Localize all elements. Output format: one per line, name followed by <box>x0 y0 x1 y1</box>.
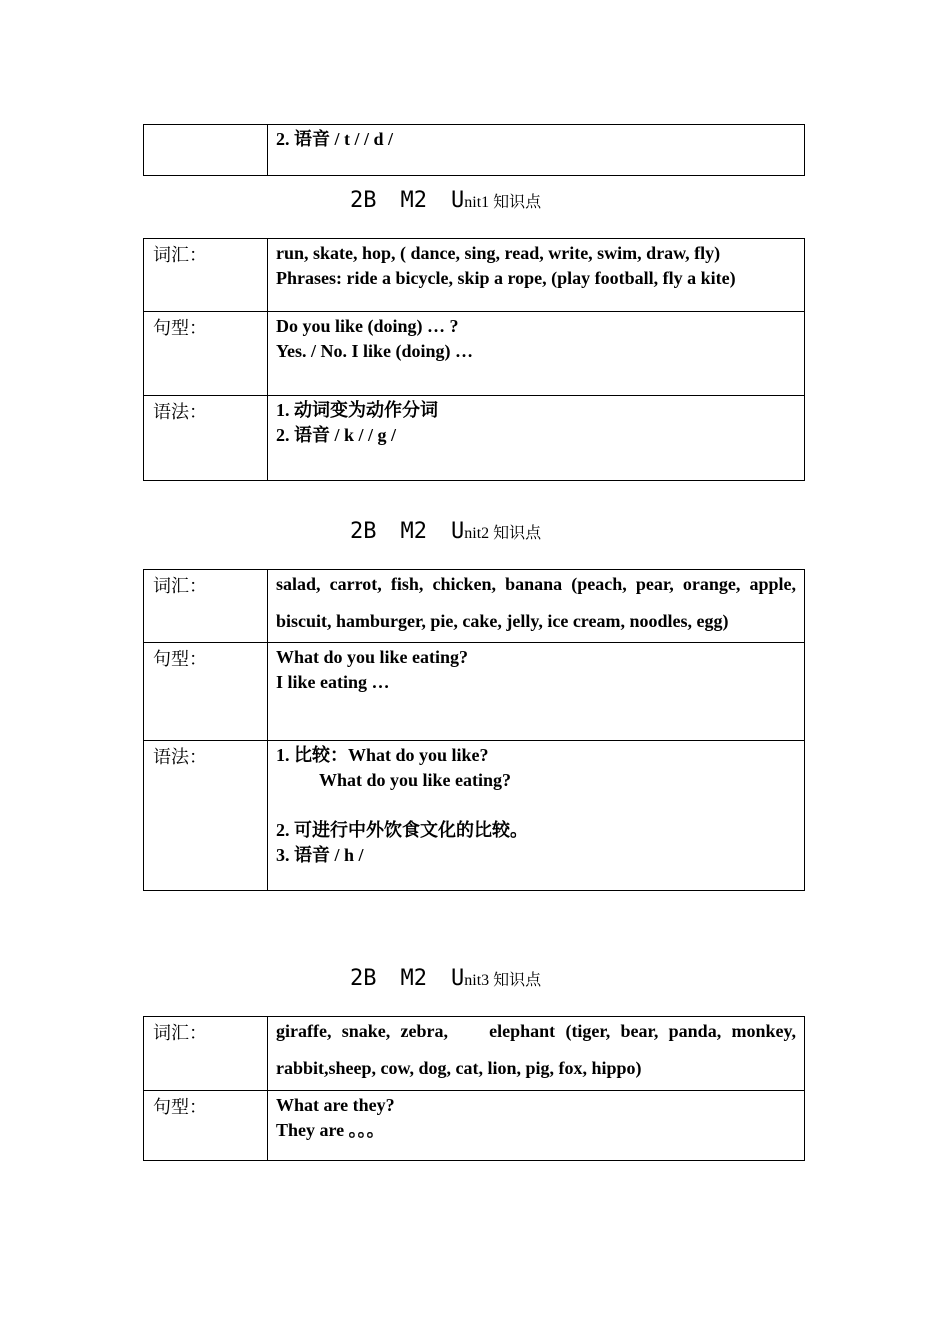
vocab-content <box>268 239 805 312</box>
grammar-line: 2. 可进行中外饮食文化的比较。 <box>276 820 528 840</box>
grammar-line: 1. 比较：What do you like? <box>276 745 489 765</box>
vocab-line: rabbit,sheep, cow, dog, cat, lion, pig, fox, hippo) <box>276 1058 642 1078</box>
vocab-row <box>144 1017 805 1091</box>
unit2-heading <box>350 519 541 544</box>
table-row <box>144 125 805 176</box>
vocab-line: giraffe, snake, zebra, elephant (tiger, bear, panda, monkey, <box>276 1021 796 1041</box>
sentence-line: What do you like eating? <box>276 647 469 667</box>
sentence-content <box>268 312 805 396</box>
grammar-line: 2. 语音 / k / / g / <box>276 425 397 445</box>
top-table <box>143 124 805 176</box>
sentence-row <box>144 312 805 396</box>
grammar-row <box>144 396 805 481</box>
sentence-line: Yes. / No. I like (doing) … <box>276 341 474 361</box>
row-content <box>268 125 805 176</box>
grammar-line: What do you like eating? <box>319 770 512 790</box>
grammar-row <box>144 741 805 891</box>
sentence-label: 句型： <box>144 312 268 396</box>
heading-u: U <box>451 966 465 991</box>
heading-module: M2 <box>400 519 427 544</box>
heading-grade: 2B <box>350 519 377 544</box>
unit2-table <box>143 569 805 891</box>
unit3-table <box>143 1016 805 1161</box>
vocab-row <box>144 239 805 312</box>
vocab-label: 词汇： <box>144 570 268 643</box>
sentence-line: I like eating … <box>276 672 390 692</box>
sentence-content <box>268 1091 805 1161</box>
heading-u: U <box>451 519 465 544</box>
sentence-line: Do you like (doing) … ? <box>276 316 459 336</box>
heading-u: U <box>451 188 465 213</box>
unit1-table <box>143 238 805 481</box>
heading-grade: 2B <box>350 188 377 213</box>
grammar-line: 3. 语音 / h / <box>276 845 364 865</box>
vocab-content <box>268 1017 805 1091</box>
vocab-label: 词汇： <box>144 239 268 312</box>
heading-rest: nit1 知识点 <box>464 194 542 211</box>
grammar-content <box>268 396 805 481</box>
heading-grade: 2B <box>350 966 377 991</box>
sentence-line: What are they? <box>276 1095 395 1115</box>
sentence-label: 句型： <box>144 643 268 741</box>
unit1-heading <box>350 188 541 213</box>
sentence-line: They are 。。。 <box>276 1120 385 1140</box>
sentence-content <box>268 643 805 741</box>
vocab-line: run, skate, hop, ( dance, sing, read, write, swim, draw, fly) <box>276 243 721 263</box>
sentence-row <box>144 643 805 741</box>
heading-module: M2 <box>400 966 427 991</box>
grammar-line: 1. 动词变为动作分词 <box>276 400 438 420</box>
vocab-line: salad, carrot, fish, chicken, banana (peach, pear, orange, apple, <box>276 574 796 594</box>
grammar-label: 语法： <box>144 396 268 481</box>
grammar-content <box>268 741 805 891</box>
heading-module: M2 <box>400 188 427 213</box>
vocab-line: biscuit, hamburger, pie, cake, jelly, ice cream, noodles, egg) <box>276 611 729 631</box>
vocab-label: 词汇： <box>144 1017 268 1091</box>
sentence-label: 句型： <box>144 1091 268 1161</box>
heading-rest: nit3 知识点 <box>464 972 542 989</box>
grammar-label: 语法： <box>144 741 268 891</box>
vocab-row <box>144 570 805 643</box>
sentence-row <box>144 1091 805 1161</box>
row-label <box>144 125 268 176</box>
unit3-heading <box>350 966 541 991</box>
vocab-content <box>268 570 805 643</box>
phrases-line: Phrases: ride a bicycle, skip a rope, (play football, fly a kite) <box>276 268 736 288</box>
content-line: 2. 语音 / t / / d / <box>276 129 394 149</box>
heading-rest: nit2 知识点 <box>464 525 542 542</box>
